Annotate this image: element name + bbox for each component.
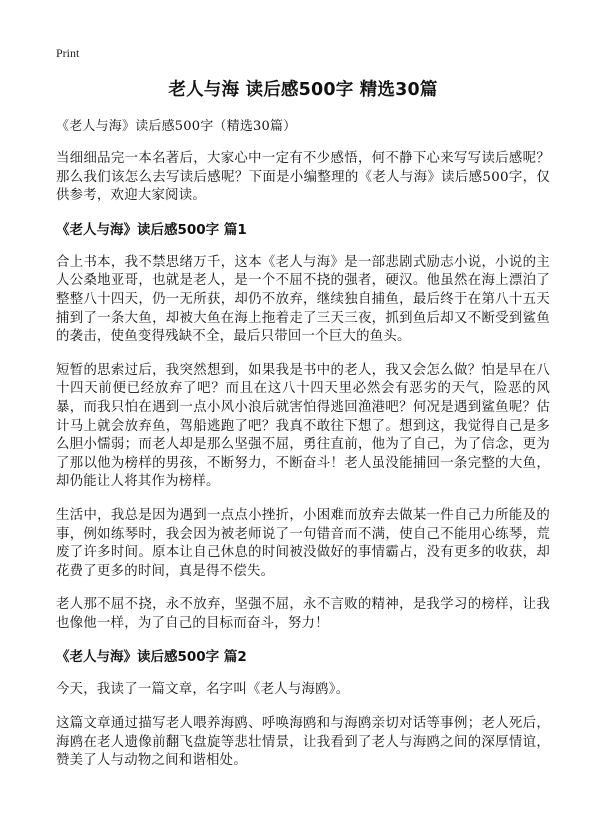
section-heading-1: 《老人与海》读后感500字 篇1 bbox=[56, 221, 247, 238]
section-1-paragraph-2: 短暂的思索过后，我突然想到，如果我是书中的老人，我又会怎么做？怕是早在八十四天前便已经放弃了吧？而且在这八十四天里必然会有恶劣的天气，险恶的风暴，而我只怕在遇到一点小风小浪后就害怕得逃回渔港吧？何况是遇到鲨鱼呢？估计马上就会放弃鱼，驾船逃跑了吧？我真不敢往下想了。想到这，我觉得自己是多么胆小懦弱；而老人却是那么坚强不屈，勇往直前，他为了自己，为了信念，更为了那以他为榜样的男孩，不断努力，不断奋斗！老人虽没能捕回一条完整的大鱼，却仍能让人将其作为榜样。 bbox=[56, 362, 550, 490]
section-2-paragraph-2: 这篇文章通过描写老人喂养海鸥、呼唤海鸥和与海鸥亲切对话等事例；老人死后，海鸥在老人遗像前翻飞盘旋等悲壮情景，让我看到了老人与海鸥之间的深厚情谊，赞美了人与动物之间和谐相处。 bbox=[56, 716, 550, 769]
page-title: 老人与海 读后感500字 精选30篇 bbox=[168, 80, 438, 100]
section-1-paragraph-1: 合上书本，我不禁思绪万千，这本《老人与海》是一部悲剧式励志小说，小说的主人公桑地亚哥，也就是老人，是一个不屈不挠的强者，硬汉。他虽然在海上漂泊了整整八十四天，仍一无所获，却仍不放弃，继续独自捕鱼，最后终于在第八十五天捕到了一条大鱼，却被大鱼在海上拖着走了三天三夜，抓到鱼后却又不断受到鲨鱼的袭击，使鱼变得残缺不全，最后只带回一个巨大的鱼头。 bbox=[56, 254, 550, 345]
section-1-paragraph-3: 生活中，我总是因为遇到一点点小挫折，小困难而放弃去做某一件自己力所能及的事，例如练琴时，我会因为被老师说了一句错音而不满，使自己不能用心练琴，荒废了许多时间。原本让自己休息的时间被没做好的事情霸占，没有更多的收获，却花费了更多的时间，真是得不偿失。 bbox=[56, 507, 550, 579]
document-body bbox=[56, 118, 550, 786]
print-link[interactable]: Print bbox=[56, 46, 80, 60]
section-2-paragraph-1: 今天，我读了一篇文章，名字叫《老人与海鸥》。 bbox=[56, 682, 350, 698]
document-subtitle: 《老人与海》读后感500字（精选30篇） bbox=[56, 119, 297, 134]
section-1-paragraph-4: 老人那不屈不挠，永不放弃，坚强不屈，永不言败的精神，是我学习的榜样，让我也像他一样，为了自己的目标而奋斗，努力！ bbox=[56, 597, 550, 631]
intro-paragraph: 当细细品完一本名著后，大家心中一定有不少感悟，何不静下心来写写读后感呢？那么我们该怎么去写读后感呢？下面是小编整理的《老人与海》读后感500字，仅供参考，欢迎大家阅读。 bbox=[56, 151, 550, 204]
section-heading-2: 《老人与海》读后感500字 篇2 bbox=[56, 649, 247, 666]
